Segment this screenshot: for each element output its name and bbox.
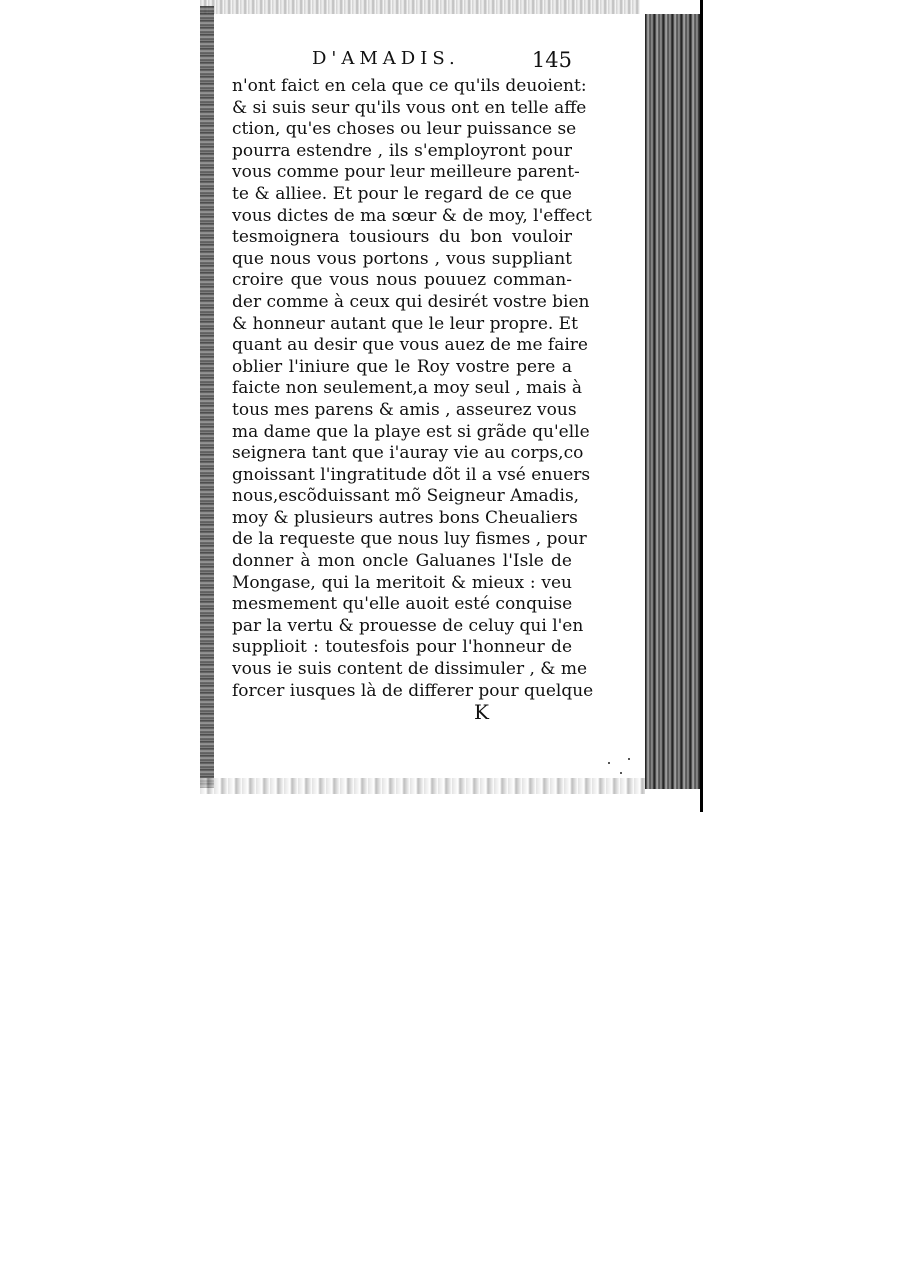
text-line: quant au desir que vous auez de me faire: [232, 335, 588, 356]
text-line: ma dame que la playe est si grãde qu'elle: [232, 421, 590, 442]
text-line: nous,escõduissant mõ Seigneur Amadis,: [232, 486, 580, 507]
text-line: n'ont faict en cela que ce qu'ils deuoient:: [232, 76, 587, 96]
left-page-edge: [200, 6, 214, 788]
text-line: der comme à ceux qui desirét vostre bien: [232, 291, 590, 312]
text-line: & si suis seur qu'ils vous ont en telle affe: [232, 97, 587, 118]
scan-speck: [628, 758, 630, 760]
running-title: D'AMADIS.: [312, 48, 460, 69]
scan-speck: [620, 772, 622, 774]
text-line: gnoissant l'ingratitude dõt il a vsé enuers: [232, 464, 591, 485]
text-line: pourra estendre , ils s'employront pour: [232, 140, 572, 161]
text-line: de la requeste que nous luy fismes , pour: [232, 529, 587, 550]
text-line: oblier l'iniure que le Roy vostre pere a: [232, 356, 572, 377]
text-line: Mongase, qui la meritoit & mieux : veu: [232, 572, 572, 593]
text-line: par la vertu & prouesse de celuy qui l'en: [232, 615, 584, 636]
spine-shadow-line: [700, 0, 703, 812]
text-line: tesmoignera tousiours du bon vouloir: [232, 227, 572, 248]
text-line: que nous vous portons , vous suppliant: [232, 248, 572, 269]
text-line: vous dictes de ma sœur & de moy, l'effect: [232, 205, 592, 226]
book-spine-edge: [645, 14, 700, 789]
text-line: vous comme pour leur meilleure parent-: [232, 162, 580, 183]
text-line: & honneur autant que le leur propre. Et: [232, 313, 578, 334]
scan-speck: [608, 762, 610, 764]
text-line: supplioit : toutesfois pour l'honneur de: [232, 637, 572, 658]
text-line: faicte non seulement,a moy seul , mais à: [232, 378, 583, 399]
signature-mark: K: [474, 700, 489, 724]
text-line: tous mes parens & amis , asseurez vous: [232, 399, 577, 420]
text-line: ction, qu'es choses ou leur puissance se: [232, 119, 577, 140]
bottom-page-edge: [200, 778, 645, 794]
text-line: seignera tant que i'auray vie au corps,co: [232, 443, 584, 464]
text-line: mesmement qu'elle auoit esté conquise: [232, 594, 573, 615]
page-number: 145: [531, 48, 572, 72]
text-line: donner à mon oncle Galuanes l'Isle de: [232, 551, 572, 572]
text-line: croire que vous nous pouuez comman-: [232, 270, 572, 291]
running-head: [232, 48, 572, 74]
text-line: forcer iusques là de differer pour quelque: [232, 680, 594, 701]
text-line: moy & plusieurs autres bons Cheualiers: [232, 507, 578, 528]
body-text: [232, 76, 594, 702]
text-line: vous ie suis content de dissimuler , & me: [232, 659, 588, 680]
text-line: te & alliee. Et pour le regard de ce que: [232, 183, 572, 204]
top-page-edge: [200, 0, 640, 14]
